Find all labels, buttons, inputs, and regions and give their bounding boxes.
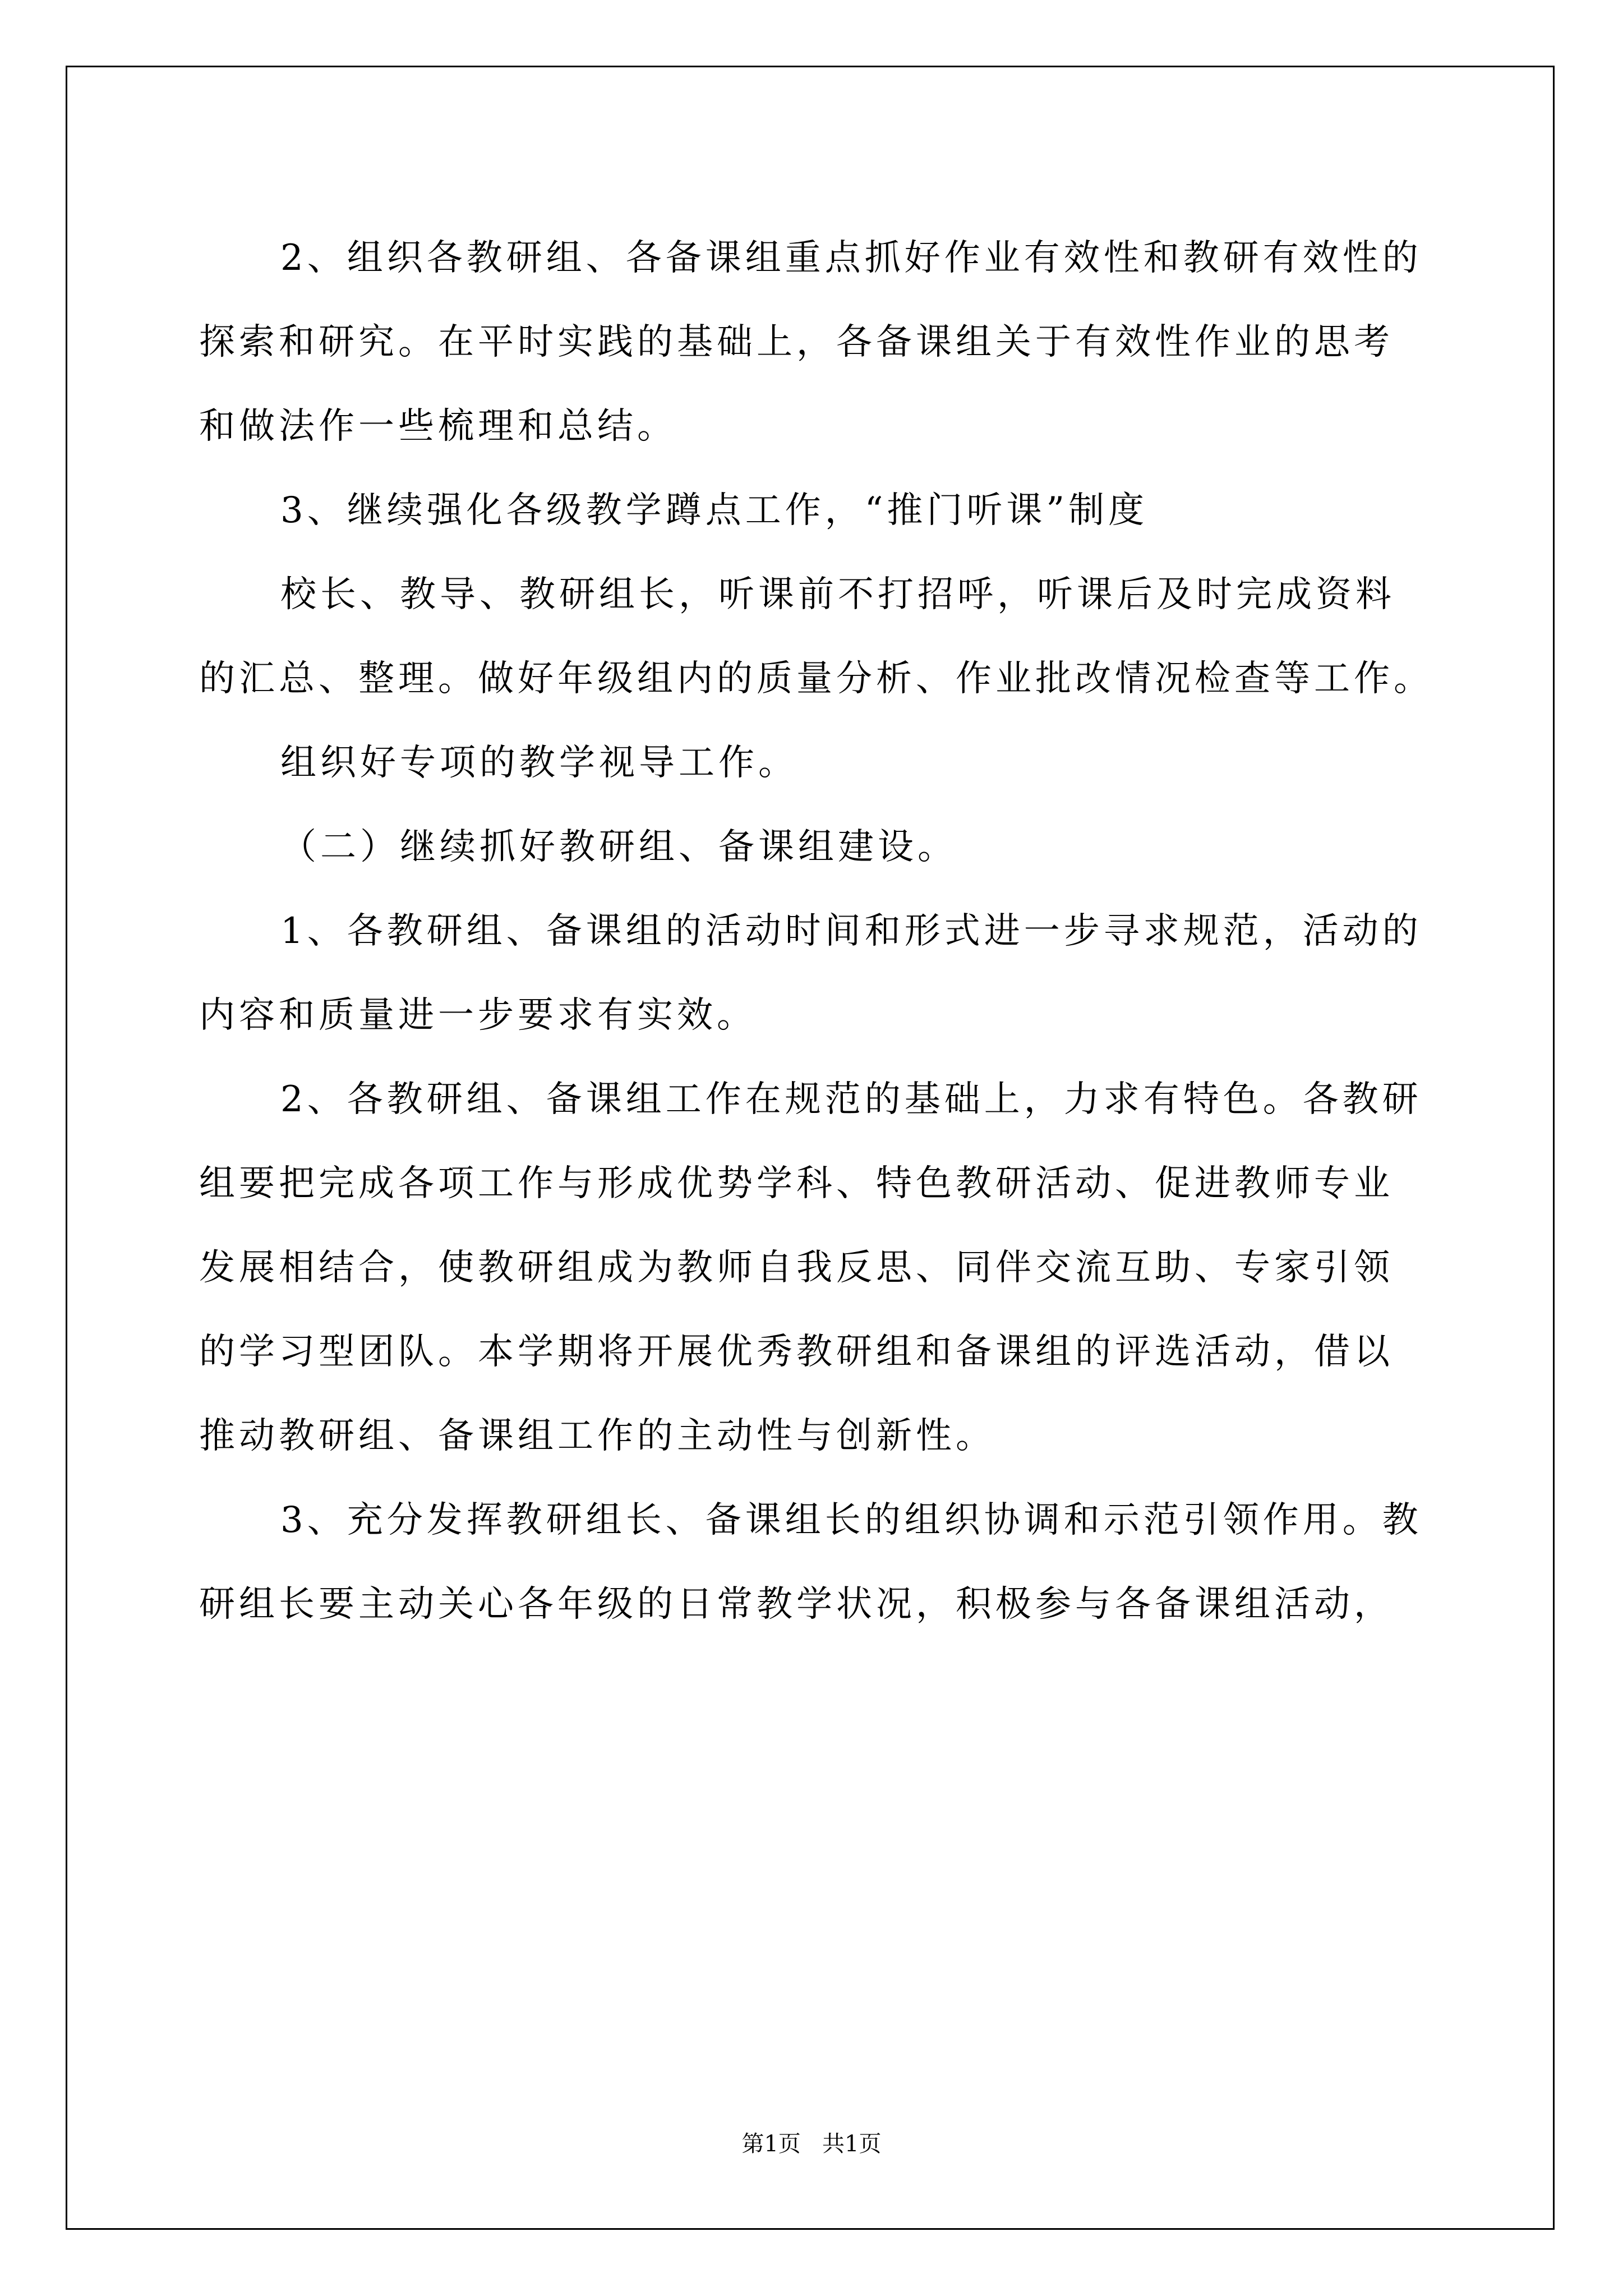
text-line: 研组长要主动关心各年级的日常教学状况，积极参与各备课组活动，	[199, 1584, 1394, 1625]
text-line: 的汇总、整理。做好年级组内的质量分析、作业批改情况检查等工作。	[199, 658, 1433, 700]
text-line: 发展相结合，使教研组成为教师自我反思、同伴交流互助、专家引领	[199, 1247, 1394, 1289]
text-line: 组织好专项的教学视导工作。	[280, 742, 798, 784]
text-line: 组要把完成各项工作与形成优势学科、特色教研活动、促进教师专业	[199, 1163, 1394, 1204]
text-line: 2、各教研组、备课组工作在规范的基础上，力求有特色。各教研	[280, 1079, 1422, 1120]
text-line: 3、继续强化各级教学蹲点工作，“推门听课”制度	[280, 490, 1149, 531]
text-line: 2、组织各教研组、各备课组重点抓好作业有效性和教研有效性的	[280, 237, 1422, 279]
page-footer: 第1页 共1页	[741, 2131, 882, 2157]
text-line: 校长、教导、教研组长，听课前不打招呼，听课后及时完成资料	[280, 574, 1395, 615]
text-line: 的学习型团队。本学期将开展优秀教研组和备课组的评选活动，借以	[199, 1331, 1394, 1373]
document-body	[199, 216, 1433, 1646]
text-line: 探索和研究。在平时实践的基础上，各备课组关于有效性作业的思考	[199, 321, 1394, 363]
text-line: 3、充分发挥教研组长、备课组长的组织协调和示范引领作用。教	[280, 1499, 1422, 1541]
text-line: 内容和质量进一步要求有实效。	[199, 995, 757, 1036]
text-line: 推动教研组、备课组工作的主动性与创新性。	[199, 1415, 995, 1457]
text-line: 和做法作一些梳理和总结。	[199, 406, 677, 447]
text-line: 1、各教研组、备课组的活动时间和形式进一步寻求规范，活动的	[280, 910, 1422, 952]
text-line: （二）继续抓好教研组、备课组建设。	[280, 826, 957, 868]
